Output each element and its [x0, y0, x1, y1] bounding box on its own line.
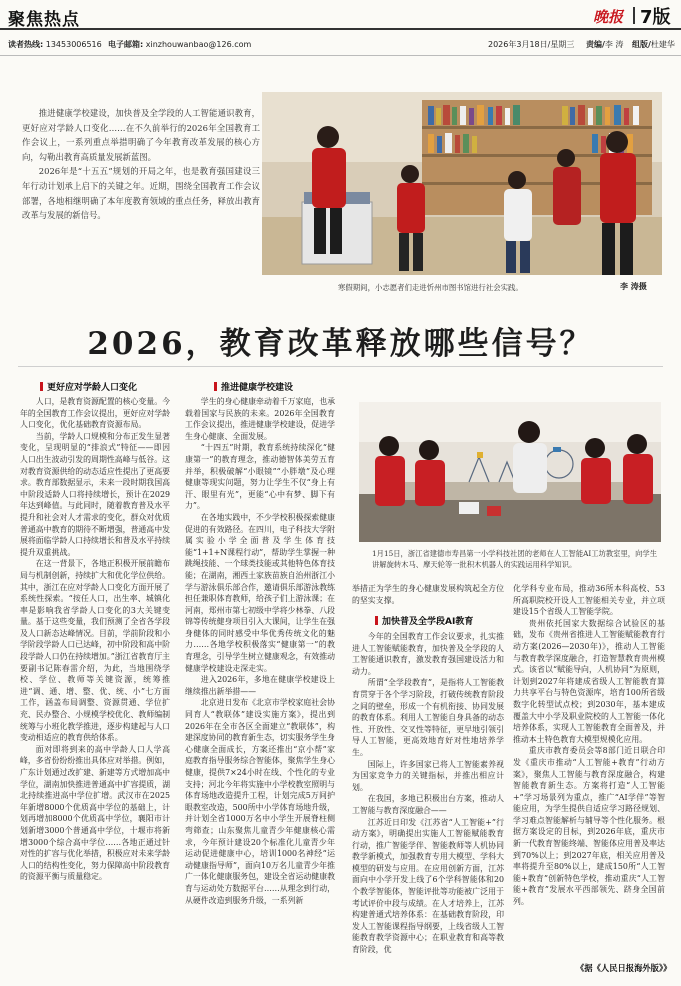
layout-editor: 组版/杜建华 — [632, 40, 675, 49]
editor: 责编/李 涛 — [586, 40, 624, 49]
ai-classroom-photo — [359, 402, 661, 542]
photo-credit: 李 涛摄 — [620, 282, 647, 291]
subhead-marker — [214, 382, 217, 391]
paragraph: 所谓“全学段教育”，是指将人工智能教育贯穿于各个学习阶段，打破传统教育阶段之间的壁垒，形成一个有机衔接、协同发展的教育体系。利用人工智能自身具备的动态性、开放性、交叉性等特征，更早地引领引导人工智能，更高效地育好对性地培养学生。 — [352, 678, 504, 757]
paragraph: 化学科专业布局，推动36所本科高校、53所高职院校开设人工智能相关专业，并立项建设15个省级人工智能学院。 — [513, 584, 665, 617]
issue-date: 2026年3月18日/星期三 — [488, 40, 575, 49]
article-column-3-top — [352, 583, 504, 606]
paragraph: 贵州依托国家大数据综合试验区的基础，发布《贵州省推进人工智能赋能教育行动方案(2026—2030年)》，推动人工智能与教育教学深度融合，打造智慧教育贵州模式。该省以“赋能导向，人机协同”为原则，计划到2027年将建成省级人工智能教育算力共享平台与特色资源库，培育100所省级数字化转型试点校；到2030年，基本建成覆盖大中小学及职业院校的人工智能一体化培养体系，实现人工智能教育全面普及，并推动本土特色教育大模型规模化应用。 — [513, 618, 665, 744]
article-column-3 — [352, 631, 504, 956]
paragraph: 学生的身心健康牵动着千万家庭，也承载着国家与民族的未来。2026年全国教育工作会议提出，推进健康学校建设，促进学生身心健康、全面发展。 — [185, 397, 335, 441]
photo-caption: 1月15日，浙江省建德市寿昌第一小学科技社团的老师在人工智能AI工坊教室里，向学生讲解旋转木马、摩天轮等一批积木机器人的实践运用科学知识。 — [372, 549, 657, 569]
masthead-rule — [0, 55, 681, 56]
masthead-info-line — [0, 35, 681, 53]
lead-paragraph: 推进健康学校建设，加快普及全学段的人工智能通识教育，更好应对学龄人口变化……在不久前举行的2026年全国教育工作会议上，一系列重点举措明确了今年教育改革发展的核心方向，勾勒出教育高质量发展新蓝图。 — [22, 108, 260, 162]
hotline: 读者热线: 13453006516 — [8, 40, 102, 49]
paragraph: 江苏近日印发《江苏省“人工智能+”行动方案》，明确提出实施人工智能赋能教育行动，推广智能学伴、智能教师等人机协同教学新模式，加强教育专用大模型、学科大模型的研发与应用。在应用创新方面，江苏面向中小学开发上线了6个学科智能体和20个教学智能体，智能评批等功能被广泛用于考试评价中段与成绩。在人才培养上，江苏构建普通式培养体系：在基础教育阶段，印发人工智能课程指导纲要，上线省级人工智能教育教学资源中心；在职业教育和高等教育阶段，优 — [352, 817, 504, 955]
photo-caption — [338, 282, 658, 293]
headline-rule — [18, 366, 663, 367]
paragraph: 举措正为学生的身心健康发展构筑起全方位的坚实支撑。 — [352, 584, 504, 605]
article-column-1 — [20, 396, 170, 883]
paragraph: 国际上，许多国家已将人工智能素养视为国家竞争力的关键指标，并推出相应计划。 — [352, 759, 504, 792]
paragraph: 在我国，多地已积极出台方案，推动人工智能与教育深度融合—— — [352, 794, 504, 815]
subhead-marker — [40, 382, 43, 391]
paragraph: 当前，学龄人口规模和分布正发生显著变化，呈现明显的“排浪式”特征——即因人口出生波动引发的周期性高峰与低谷。这对教育资源供给的动态适应性提出了更高要求。教育部数据显示，未来一段时期我国高中阶段适龄人口将持续增长，预计在2029年达到峰值。与此同时，随着教育普及水平提升和社会对人才需求的变化，群众对优质普通高中教育的期待不断增强，普通高中发展将面临学龄人口持续增长和普及水平持续提升双重挑战。 — [20, 431, 170, 557]
lead-paragraph: 2026年是“十五五”规划的开局之年，也是教育强国建设三年行动计划承上启下的关键之年。近期，围绕全国教育工作会议部署，各地相继明确了本年度教育领域的重点任务，释放出教育改革与发展的新信号。 — [22, 166, 260, 221]
subhead-marker — [375, 616, 378, 625]
library-photo — [262, 92, 662, 275]
paragraph: 进入2026年，多地在健康学校建设上继续推出新举措—— — [185, 675, 335, 696]
masthead-bar — [0, 0, 681, 30]
section-title: 聚焦热点 — [8, 10, 80, 30]
page-number: 7版 — [640, 7, 671, 28]
email: 电子邮箱: xinzhouwanbao@126.com — [108, 40, 252, 49]
masthead — [0, 0, 681, 56]
subhead-ai-education: 加快普及全学段AI教育 — [375, 614, 473, 627]
newspaper-logo: 晚报 — [593, 8, 624, 26]
paragraph: “十四五”时期，教育系统持续深化“健康第一”的教育理念，推动德智体美劳五育并举，积极破解“小眼镜”“小胖墩”及心理健康等现实问题，努力让学生不仅“身上有汗、眼里有光”，更能“心中有梦、脚下有力”。 — [185, 443, 335, 511]
paragraph: 重庆市教育委员会等8部门近日联合印发《重庆市推动“人工智能+教育”行动方案》，聚焦人工智能与教育深度融合，构建智能教育新生态。方案将打造“人工智能+”学习场景列为重点，推广“AI学伴”等智能应用，为学生提供自适应学习路径规划、学习难点智能解析与辅导等个性化服务。根据方案设定的目标，到2026年底，重庆市新一代教育智能终端、智能体应用普及率达到70%以上；到2027年底，相关应用普及率将提升至80%以上，建成150所“人工智能+教育”创新特色学校，推动重庆“人工智能+教育”发展水平西部领先、跻身全国前列。 — [513, 746, 665, 907]
paragraph: 北京进日发布《北京市学校家庭社会协同育人“教联体”建设实施方案》，提出到2026年在全市各区全面建立“教联体”，构建深度协同的教育新生态，切实服务学生身心健康全面成长，方案还推出“京小帮”家庭教育指导服务综合智能体，聚焦学生身心健康，提供7×24小时在线、个性化的专业支持；河北今年将实施中小学校教室照明与体育场地改造提升工程，计划完成5万间护眼教室改造，500所中小学体育场地升级，并计划全省1000万名中小学生开展脊柱侧弯筛查；山东聚焦儿童青少年健康核心需求，今年预计建设20个标准化儿童青少年运动促进健康中心，培训1000名神经“运动健康指导师”，面向10万名儿童青少年推广一体化健康服务包，建设全省运动健康教育与运动处方数据平台……从理念到行动，从硬件改造到服务升级，一系列新 — [185, 698, 335, 905]
paragraph: 面对即将到来的高中学龄人口人学高峰，多省份纷纷推出具体应对举措。例如，广东计划通过改扩建、新建等方式增加高中学位，湖南加快推进普通高中扩容提质，湖北持续推进高中学位扩增。武汉市在2025年新增8000个优质高中学位的基础上，计划再增加8000个优质高中学位，襄阳市计划新增3000个普通高中学位，十堰市将新增3000个综合高中学位……各地正通过针对性的扩容与优化举措，积极应对未来学龄人口的结构性变化，努力保障高中阶段教育的资源平衡与质量稳定。 — [20, 744, 170, 882]
article-column-4 — [513, 583, 665, 908]
paragraph: 在这一背景下，各地正积极开展前瞻布局与机制创新，持续扩大和优化学位供给。其中，浙江在应对学龄人口变化方面开展了系统性探索。“按任人口，出生率、城镇化率是影响我省学龄人口变化的3大关键变量。基于这些变量，我们预测了全省各学段及人口新态达峰情况。目前，学前阶段和小学阶段学龄人口已达峰，初中阶段和高中阶段学龄人口仍在持续增加。”浙江省教育厅主要副书记陈春雷介绍，为此，当地围绕学校、学位、教师等关键资源，统筹推进“调、通、增、整、优、统、小”七方面工作，涵盖布局调整、资源贯通、学位扩充、民办整合、小规模学校优化、教师编制统筹与小班化教学推进，逐步构建起与人口变动相适应的教育供给体系。 — [20, 559, 171, 743]
subhead-population: 更好应对学龄人口变化 — [40, 380, 137, 393]
source-note: 《据《人民日报海外版》》 — [576, 963, 672, 973]
headline: 2026，教育改革释放哪些信号？ — [87, 326, 594, 362]
lead-paragraphs — [22, 106, 260, 223]
paragraph: 人口，是教育资源配置的核心变量。今年的全国教育工作会议提出，更好应对学龄人口变化，优化基础教育资源布局。 — [20, 397, 170, 430]
paragraph: 今年的全国教育工作会议要求，扎实推进人工智能赋能教育，加快普及全学段的人工智能通识教育，激发教育强国建设活力和动力。 — [352, 632, 504, 676]
paragraph: 在各地实践中，不少学校积极探索健康促进的有效路径。在四川，电子科技大学附属实验小学全面普及学生体育技能“1+1+N课程行动”，帮助学生掌握一种跳绳技能、一个球类技能或其他特色体育技能；在湖南，湘西土家族苗族自治州浙江小学与游泳俱乐部合作，邀请俱乐部游泳教练担任兼职体育教师，给孩子们上游泳课；在河南，郑州市第七初级中学将少林拳、八段锦等传统健身项目引入大课间，让学生在强身健体的同时感受中华优秀传统文化的魅力……各地学校积极落实“健康第一”的教育理念，引导学生树立健康观念，有效推动健康学校建设走深走实。 — [185, 512, 335, 673]
photo-caption-text: 寒假期间，小志愿者们走进忻州市图书馆进行社会实践。 — [338, 283, 523, 292]
subhead-healthy-schools: 推进健康学校建设 — [214, 380, 293, 393]
masthead-divider — [633, 7, 635, 24]
article-column-2 — [185, 396, 335, 906]
